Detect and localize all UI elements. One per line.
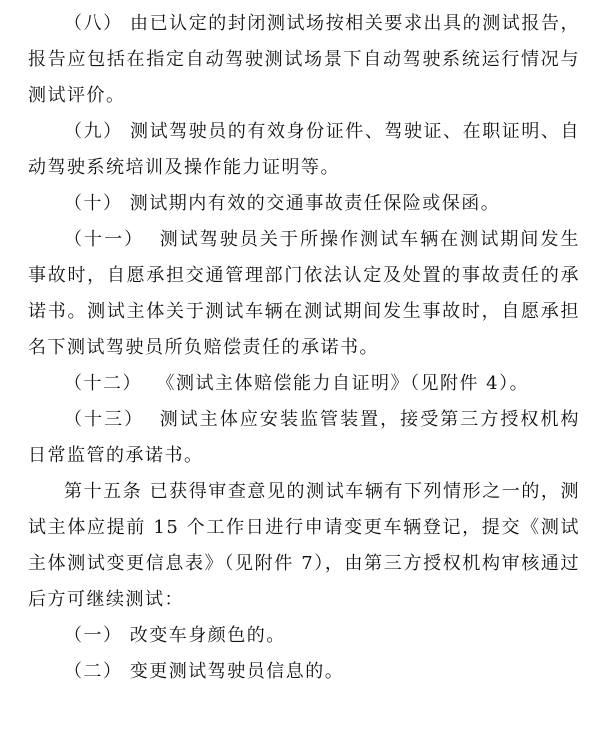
paragraph-text: 测试驾驶员的有效身份证件、驾驶证、在职证明、自动驾驶系统培训及操作能力证明等。 — [28, 121, 581, 178]
paragraph-item-13 — [28, 402, 580, 474]
sub-item-2 — [28, 654, 580, 690]
paragraph-label: （十二） — [64, 373, 142, 394]
paragraph-item-8 — [28, 6, 580, 114]
paragraph-text: 测试驾驶员关于所操作测试车辆在测试期间发生事故时，自愿承担交通管理部门依法认定及处置的事故责任的承诺书。测试主体关于测试车辆在测试期间发生事故时，自愿承担名下测试驾驶员所负赔偿责任的承诺书。 — [28, 229, 581, 358]
article-text: 已获得审查意见的测试车辆有下列情形之一的，测试主体应提前 15 个工作日进行申请变更车辆登记，提交《测试主体测试变更信息表》（见附件 7），由第三方授权机构审核通过后方可继续测试： — [28, 481, 581, 610]
paragraph-item-12 — [28, 366, 580, 402]
paragraph-item-9 — [28, 114, 580, 186]
paragraph-label: （十三） — [64, 409, 145, 430]
paragraph-label: （八） — [64, 13, 123, 34]
article-15 — [28, 474, 580, 618]
paragraph-label: （一） — [64, 625, 123, 646]
paragraph-text: 由已认定的封闭测试场按相关要求出具的测试报告，报告应包括在指定自动驾驶测试场景下自动驾驶系统运行情况与测试评价。 — [28, 13, 581, 106]
article-label: 第十五条 — [64, 481, 143, 502]
paragraph-label: （二） — [64, 661, 123, 682]
paragraph-text: 测试期内有效的交通事故责任保险或保函。 — [129, 193, 501, 214]
paragraph-text: 《测试主体赔偿能力自证明》（见附件 4）。 — [156, 373, 530, 394]
paragraph-text: 变更测试驾驶员信息的。 — [129, 661, 345, 682]
paragraph-label: （九） — [64, 121, 123, 142]
paragraph-item-11 — [28, 222, 580, 366]
paragraph-label: （十一） — [64, 229, 145, 250]
sub-item-1 — [28, 618, 580, 654]
paragraph-item-10 — [28, 186, 580, 222]
paragraph-text: 测试主体应安装监管装置，接受第三方授权机构日常监管的承诺书。 — [28, 409, 581, 466]
paragraph-text: 改变车身颜色的。 — [129, 625, 286, 646]
paragraph-label: （十） — [64, 193, 123, 214]
